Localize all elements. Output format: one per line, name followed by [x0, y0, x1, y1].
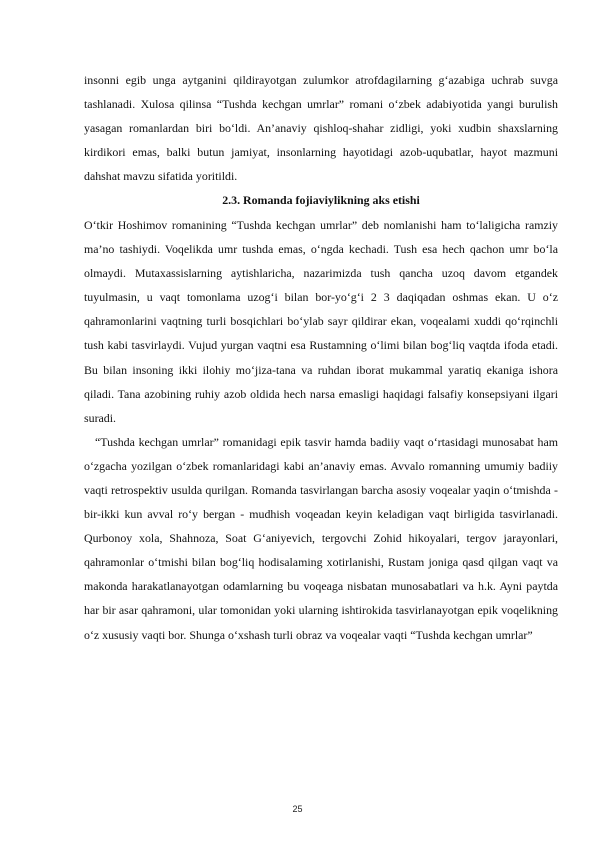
document-page [84, 68, 558, 647]
section-heading: 2.3. Romanda fojiaviylikning aks etishi [222, 193, 420, 208]
paragraph-1: insonni egib unga aytganini qildirayotgan zulumkor atrofdagilarning g‘azabiga uchrab suvga tashlanadi. Xulosa qilinsa “Tushda kechgan umrlar” romani o‘zbek adabiyotida yangi burulish yasagan romanlardan biri bo‘ldi. An’anaviy qishloq-shahar zidligi, yoki xudbin shaxslarning kirdikori emas, balki butun jamiyat, insonlarning hayotidagi azob-uqubatlar, hayot mazmuni dahshat mavzu sifatida yoritildi. [84, 73, 558, 184]
page-number: 25 [292, 804, 303, 814]
paragraph-3: “Tushda kechgan umrlar” romanidagi epik tasvir hamda badiiy vaqt o‘rtasidagi munosabat ham o‘zgacha yozilgan o‘zbek romanlaridagi kabi an’anaviy emas. Avvalo romanning umumiy badiiy vaqti retrospektiv usulda qurilgan. Romanda tasvirlangan barcha asosiy voqealar yaqin o‘tmishda - bir-ikki kun avval ro‘y bergan - mudhish voqeadan keyin keladigan vaqt birligida tasvirlanadi. Qurbonoy xola, Shahnoza, Soat G‘aniyevich, tergovchi Zohid hikoyalari, tergov jarayonlari, qahramonlar o‘tmishi bilan bog‘liq hodisalaming xotirlanishi, Rustam joniga qasd qilgan vaqt va makonda harakatlanayotgan odamlarning bu voqeaga nisbatan munosabatlari va h.k. Ayni paytda har bir asar qahramoni, ular tomonidan yoki ularning ishtirokida tasvirlanayotgan epik voqelikning o‘z xususiy vaqti bor. Shunga o‘xshash turli obraz va voqealar vaqti “Tushda kechgan umrlar” [84, 434, 558, 642]
paragraph-2: O‘tkir Hoshimov romanining “Tushda kechgan umrlar” deb nomlanishi ham to‘laligicha ramziy ma’no tashiydi. Voqelikda umr tushda emas, o‘ngda kechadi. Tush esa hech qachon umr bo‘la olmaydi. Mutaxassislarning aytishlaricha, nazarimizda tush qancha uzoq davom etgandek tuyulmasin, u vaqt tomonlama uzog‘i bilan bor-yo‘g‘i 2 3 daqiqadan oshmas ekan. U o‘z qahramonlarini vaqtning turli bosqichlari bo‘ylab sayr qildirar ekan, voqealami xuddi qo‘rqinchli tush kabi tasvirlaydi. Vujud yurgan vaqtni esa Rustamning o‘limi bilan bog‘liq vaqtda ifoda etadi. Bu bilan insoning ikki ilohiy mo‘jiza-tana va ruhdan iborat mukammal yaratiq ekaniga ishora qiladi. Tana azobining ruhiy azob oldida hech narsa emasligi haqidagi falsafiy konsepsiyani ilgari suradi. [84, 217, 558, 425]
